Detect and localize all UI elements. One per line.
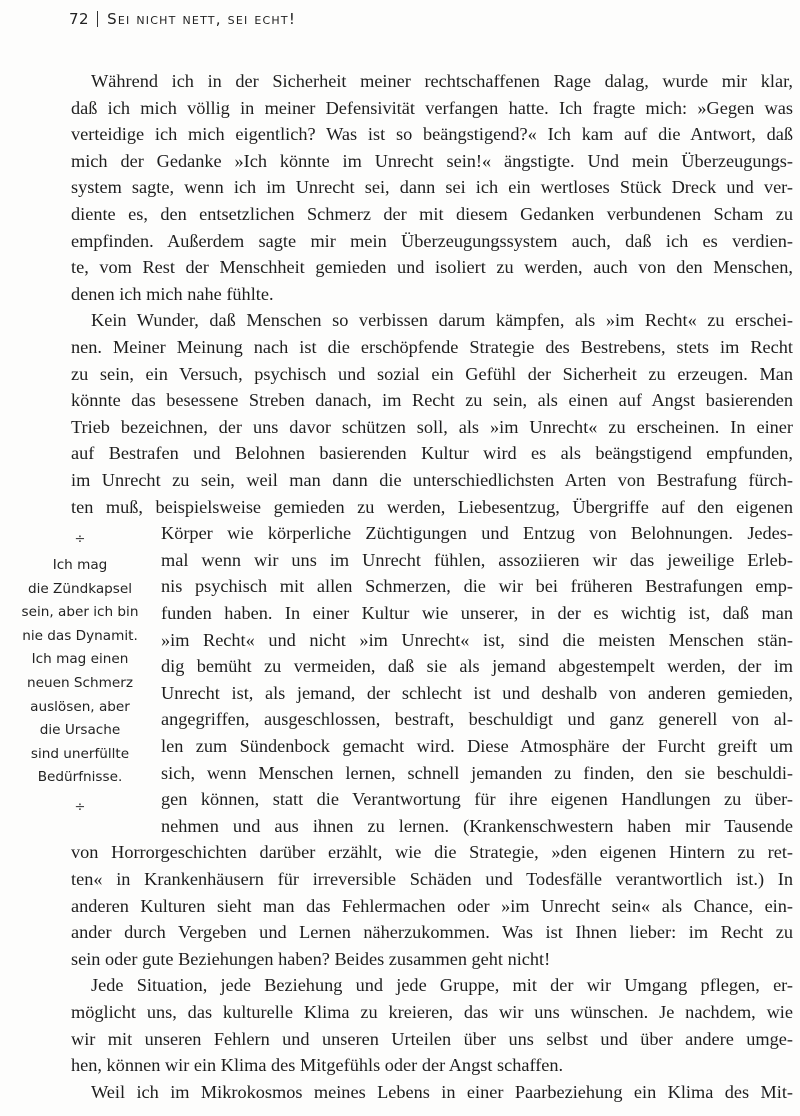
- quote-line: die Zündkapsel: [27, 580, 133, 597]
- text-line: Unrecht ist, als jemand, der schlecht ist und deshalb von anderen gemieden,: [161, 682, 793, 703]
- text-line: wir mit unseren Fehlern und unseren Urteilen über uns selbst und über andere umge-: [71, 1028, 793, 1049]
- text-line: könnte das besessene Streben danach, im Recht zu sein, als einen auf Angst basierenden: [71, 390, 793, 411]
- text-line: system sagte, wenn ich im Unrecht sei, dann sei ich ein wertloses Stück Dreck und ver-: [71, 177, 793, 198]
- text-line: te, vom Rest der Menschheit gemieden und isoliert zu werden, auch von den Menschen,: [71, 257, 793, 278]
- text-line: denen ich mich nahe fühlte.: [71, 283, 274, 304]
- text-line: nen. Meiner Meinung nach ist die erschöpfende Strategie des Bestrebens, stets im Recht: [71, 337, 793, 357]
- text-line: Weil ich im Mikrokosmos meines Lebens in einer Paarbeziehung ein Klima des Mit-: [91, 1081, 793, 1102]
- text-line: diente es, den entsetzlichen Schmerz der mit diesem Gedanken verbundenen Scham zu: [71, 204, 793, 224]
- header-separator: [97, 11, 98, 27]
- text-line: funden haben. In einer Kultur wie unserer, in der es wichtig ist, daß man: [161, 603, 793, 623]
- text-line: zu sein, ein Versuch, psychisch und sozial ein Gefühl der Sicherheit zu erzeugen. Man: [71, 363, 793, 384]
- quote-line: Ich mag einen: [31, 651, 129, 668]
- quote-line: sein, aber ich bin: [21, 604, 139, 621]
- text-line: ten muß, beispielsweise gemieden zu werden, Liebesentzug, Übergriffe auf den eigenen: [71, 496, 793, 517]
- running-head: [69, 10, 296, 28]
- text-line: angegriffen, ausgeschlossen, bestraft, beschuldigt und ganz generell von al-: [161, 709, 793, 730]
- page-number: 72: [69, 10, 90, 28]
- text-line: anderen Kulturen sieht man das Fehlermachen oder »im Unrecht sein« als Chance, ein-: [71, 895, 793, 916]
- sidebar-quote: [14, 530, 146, 818]
- quote-line: auslösen, aber: [30, 698, 130, 715]
- text-line: len zum Sündenbock gemacht wird. Diese Atmosphäre der Furcht greift um: [161, 736, 793, 756]
- text-line: Während ich in der Sicherheit meiner rechtschaffenen Rage dalag, wurde mir klar,: [91, 71, 793, 91]
- text-line: nehmen und aus ihnen zu lernen. (Krankenschwestern haben mir Tausende: [161, 815, 793, 836]
- divider-icon: ÷: [74, 799, 86, 815]
- text-line: mich der Gedanke »Ich könnte im Unrecht sein!« ängstigte. Und mein Überzeugungs-: [71, 150, 793, 171]
- quote-line: die Ursache: [39, 722, 121, 739]
- text-line: ander durch Vergeben und Lernen näherzukommen. Was ist Ihnen lieber: im Recht zu: [71, 922, 793, 943]
- quote-line: Ich mag: [52, 557, 108, 573]
- text-line: im Unrecht zu sein, weil man dann die unterschiedlichsten Arten von Bestrafung fürch-: [71, 470, 793, 490]
- text-line: gen können, statt die Verantwortung für ihre eigenen Handlungen zu über-: [161, 789, 793, 810]
- text-line: ten« in Krankenhäusern für irreversible Schäden und Todesfälle verantwortlich ist.) In: [71, 869, 793, 889]
- quote-line: neuen Schmerz: [27, 674, 133, 691]
- text-line: hen, können wir ein Klima des Mitgefühls oder der Angst schaffen.: [71, 1055, 564, 1076]
- text-line: Trieb bezeichnen, der uns davor schützen soll, als »im Unrecht« zu erscheinen. In einer: [71, 416, 793, 437]
- text-line: sich, wenn Menschen lernen, schnell jemanden zu finden, den sie beschuldi-: [161, 762, 793, 783]
- quote-line: nie das Dynamit.: [22, 627, 138, 644]
- text-line: Körper wie körperliche Züchtigungen und Entzug von Belohnungen. Jedes-: [161, 523, 793, 544]
- text-line: empfinden. Außerdem sagte mir mein Überzeugungssystem auch, daß ich es verdien-: [71, 230, 793, 251]
- text-line: »im Recht« und nicht »im Unrecht« ist, sind die meisten Menschen stän-: [161, 629, 793, 650]
- book-title: Sei nicht nett, sei echt!: [107, 10, 297, 28]
- text-line: dig bemüht zu vermeiden, daß sie als jemand abgestempelt werden, der im: [161, 656, 793, 677]
- text-line: mal wenn wir uns im Unrecht fühlen, assoziieren wir das jeweilige Erleb-: [161, 549, 793, 570]
- text-line: Kein Wunder, daß Menschen so verbissen darum kämpfen, als »im Recht« zu erschei-: [91, 310, 793, 331]
- divider-icon: ÷: [74, 532, 86, 547]
- quote-line: sind unerfüllte: [30, 745, 130, 762]
- text-line: daß ich mich völlig in meiner Defensivität verfangen hatte. Ich fragte mich: »Gegen was: [71, 97, 793, 118]
- text-line: möglicht uns, das kulturelle Klima zu kreieren, das wir uns wünschen. Je nachdem, wie: [71, 1002, 793, 1022]
- text-line: Jede Situation, jede Beziehung und jede Gruppe, mit der wir Umgang pflegen, er-: [91, 975, 793, 996]
- quote-line: Bedürfnisse.: [37, 769, 123, 786]
- text-line: sein oder gute Beziehungen haben? Beides zusammen geht nicht!: [71, 948, 551, 969]
- text-line: auf Bestrafen und Belohnen basierenden Kultur wird es als beängstigend empfunden,: [71, 443, 793, 464]
- text-line: verteidige ich mich eigentlich? Was ist so beängstigend?« Ich kam auf die Antwort, daß: [71, 124, 793, 145]
- text-line: nis psychisch mit allen Schmerzen, die wir bei früheren Bestrafungen emp-: [161, 576, 793, 597]
- text-line: von Horrorgeschichten darüber erzählt, wie die Strategie, »den eigenen Hintern zu ret-: [71, 842, 793, 863]
